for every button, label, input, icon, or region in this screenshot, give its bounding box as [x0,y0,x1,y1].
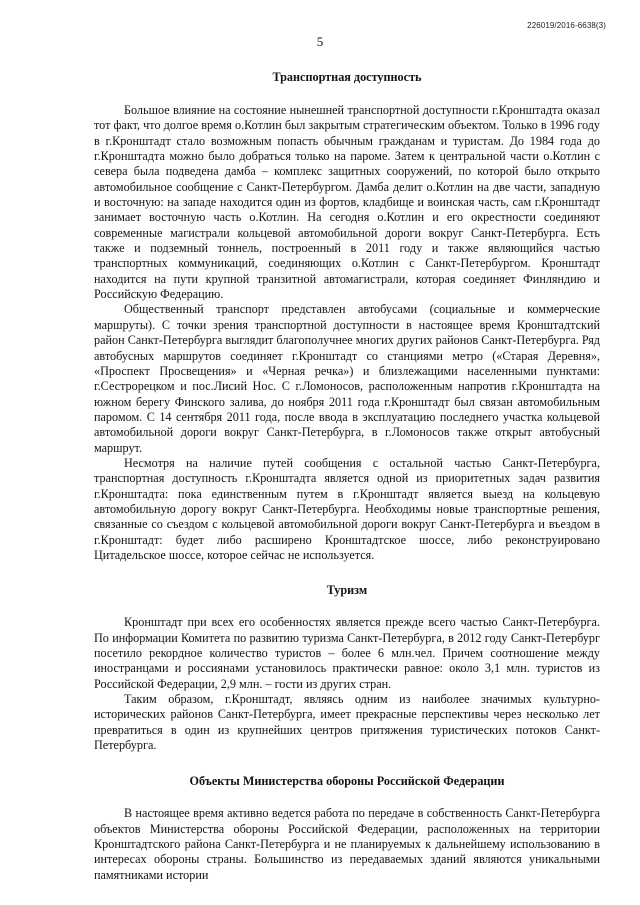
paragraph: Кронштадт при всех его особенностях является прежде всего частью Санкт-Петербурга. По информации Комитета по развитию туризма Санкт-Петербурга, в 2012 году Санкт-Петербург посетило рекордное количество туристов – более 6 млн.чел. Причем соотношение между иностранцами и россиянами установилось практически равное: около 3,1 млн. туристов из Российской Федерации, 2,9 млн. – гости из других стран. [94,615,600,691]
section-transport-accessibility [94,70,600,563]
paragraph: Таким образом, г.Кронштадт, являясь одним из наиболее значимых культурно-исторических районов Санкт-Петербурга, имеет прекрасные перспективы через несколько лет превратиться в один из крупнейших центров притяжения туристических потоков Санкт-Петербурга. [94,692,600,753]
document-number: 226019/2016-6638(3) [527,21,606,30]
paragraph: Большое влияние на состояние нынешней транспортной доступности г.Кронштадта оказал тот факт, что долгое время о.Котлин был закрытым стратегическим объектом. Только в 1996 году в г.Кронштадт стало возможным попасть обычным гражданам и туристам. До 1984 года до г.Кронштадта можно было добраться только на пароме. Затем к центральной части о.Котлин с севера была подведена дамба – комплекс защитных сооружений, по которой было открыто автомобильное сообщение с Санкт-Петербургом. Дамба делит о.Котлин на две части, западную и восточную: на западе находится один из фортов, кладбище и воинская часть, сам г.Кронштадт занимает восточную часть о.Котлин. На сегодня о.Котлин и его окрестности соединяют современные магистрали кольцевой автомобильной дороги вокруг Санкт-Петербурга. Есть также и подземный тоннель, построенный в 2011 году и также являющийся частью транспортных коммуникаций, соединяющих о.Котлин с Санкт-Петербургом. Кронштадт находится на пути крупной транзитной автомагистрали, которая соединяет Финляндию и Российскую Федерацию. [94,103,600,302]
section-title: Транспортная доступность [272,70,422,84]
section-defense-ministry-objects [94,774,600,883]
paragraph: Несмотря на наличие путей сообщения с остальной частью Санкт-Петербурга, транспортная доступность г.Кронштадта является одной из приоритетных задач развития г.Кронштадта: пока единственным путем в г.Кронштадт является выезд на кольцевую автомобильную дорогу вокруг Санкт-Петербурга. Необходимы новые транспортные решения, связанные со съездом с кольцевой автомобильной дороги вокруг Санкт-Петербурга и въездом в г.Кронштадт: будет либо расширено Кронштадтское шоссе, либо реконструировано Цитадельское шоссе, которое сейчас не используется. [94,455,600,562]
section-tourism [94,583,600,753]
paragraph: Общественный транспорт представлен автобусами (социальные и коммерческие маршруты). С точки зрения транспортной доступности в настоящее время Кронштадтский район Санкт-Петербурга выглядит благополучнее многих других районов Санкт-Петербурга. Ряд автобусных маршрутов соединяет г.Кронштадт со станциями метро («Старая Деревня», «Проспект Просвещения» и «Черная речка») и близлежащими населенными пунктами: г.Сестрорецком и пос.Лисий Нос. С г.Ломоносов, расположенным напротив г.Кронштадта на южном берегу Финского залива, до ноября 2011 года г.Кронштадт был связан автомобильным паромом. С 14 сентября 2011 года, после ввода в эксплуатацию последнего участка кольцевой автомобильной дороги вокруг Санкт-Петербурга, в г.Ломоносов также открыт автобусный маршрут. [94,302,600,455]
page-number: 5 [316,34,324,49]
paragraph: В настоящее время активно ведется работа по передаче в собственность Санкт-Петербурга объектов Министерства обороны Российской Федерации, расположенных на территории Кронштадтского района Санкт-Петербурга и не планируемых к дальнейшему использованию в интересах обороны страны. Большинство из передаваемых зданий являются уникальными памятниками истории [94,806,600,882]
section-title: Туризм [326,583,368,598]
document-body [94,64,600,883]
section-title: Объекты Министерства обороны Российской Федерации [189,774,505,789]
